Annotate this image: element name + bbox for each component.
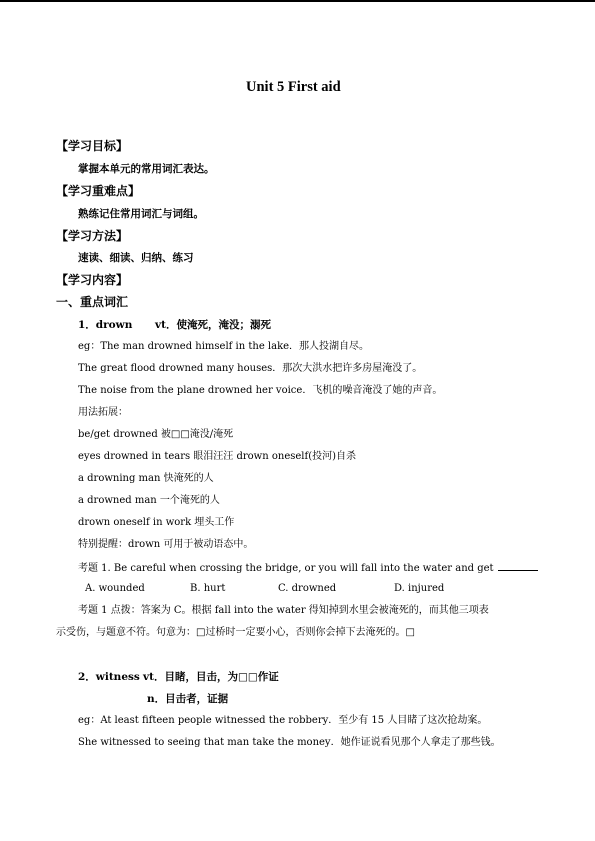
word2-definition: vt．目睹，目击，为□□作证 xyxy=(143,671,279,683)
word1-extension-2: eyes drowned in tears 眼泪汪汪 drown oneself(投河)自杀 xyxy=(78,451,356,462)
question-text: 考题 1. Be careful when crossing the bridge, or you will fall into the water and get xyxy=(78,563,494,574)
word1-extension-3: a drowning man 快淹死的人 xyxy=(78,473,214,484)
word1-headword: 1．drown xyxy=(78,319,133,331)
key-points-heading: 【学习重难点】 xyxy=(56,184,141,198)
word1-extension-5: drown oneself in work 埋头工作 xyxy=(78,517,235,528)
word2-example-2: She witnessed to seeing that man take the money．她作证说看见那个人拿走了那些钱。 xyxy=(78,737,501,748)
key-points-body: 熟练记住常用词汇与词组。 xyxy=(78,208,204,220)
option-b: B. hurt xyxy=(190,583,226,594)
word1-example-1: eg：The man drowned himself in the lake．那人投湖自尽。 xyxy=(78,341,370,352)
word1-question xyxy=(78,560,538,576)
content-heading: 【学习内容】 xyxy=(56,273,129,287)
goals-body: 掌握本单元的常用词汇表达。 xyxy=(78,163,215,175)
word1-note: 特别提醒：drown 可用于被动语态中。 xyxy=(78,539,254,550)
word1-extension-label: 用法拓展： xyxy=(78,407,128,418)
word2-definition-noun: n．目击者，证据 xyxy=(147,693,229,705)
word1-answer-line-2: 示受伤，与题意不符。句意为：□过桥时一定要小心，否则你会掉下去淹死的。□ xyxy=(56,627,415,638)
goals-heading: 【学习目标】 xyxy=(56,139,129,153)
method-heading: 【学习方法】 xyxy=(56,229,129,243)
top-border xyxy=(0,0,595,2)
option-d: D. injured xyxy=(394,583,445,594)
page-title: Unit 5 First aid xyxy=(246,79,341,95)
answer-blank xyxy=(498,560,538,571)
method-body: 速读、细读、归纳、练习 xyxy=(78,252,194,264)
word2-headword: 2．witness xyxy=(78,671,140,683)
part1-heading: 一、重点词汇 xyxy=(56,295,129,309)
word1-extension-4: a drowned man 一个淹死的人 xyxy=(78,495,220,506)
option-c: C. drowned xyxy=(278,583,337,594)
word1-definition: vt．使淹死，淹没；溺死 xyxy=(155,319,271,331)
word2-example-1: eg：At least fifteen people witnessed the robbery．至少有 15 人目睹了这次抢劫案。 xyxy=(78,715,488,726)
word1-example-3: The noise from the plane drowned her voice．飞机的噪音淹没了她的声音。 xyxy=(78,385,443,396)
word1-example-2: The great flood drowned many houses．那次大洪水把许多房屋淹没了。 xyxy=(78,363,423,374)
word1-answer-line-1: 考题 1 点拨：答案为 C。根据 fall into the water 得知掉到水里会被淹死的，而其他三项表 xyxy=(78,605,489,616)
option-a: A. wounded xyxy=(85,583,145,594)
word1-extension-1: be/get drowned 被□□淹没/淹死 xyxy=(78,429,234,440)
